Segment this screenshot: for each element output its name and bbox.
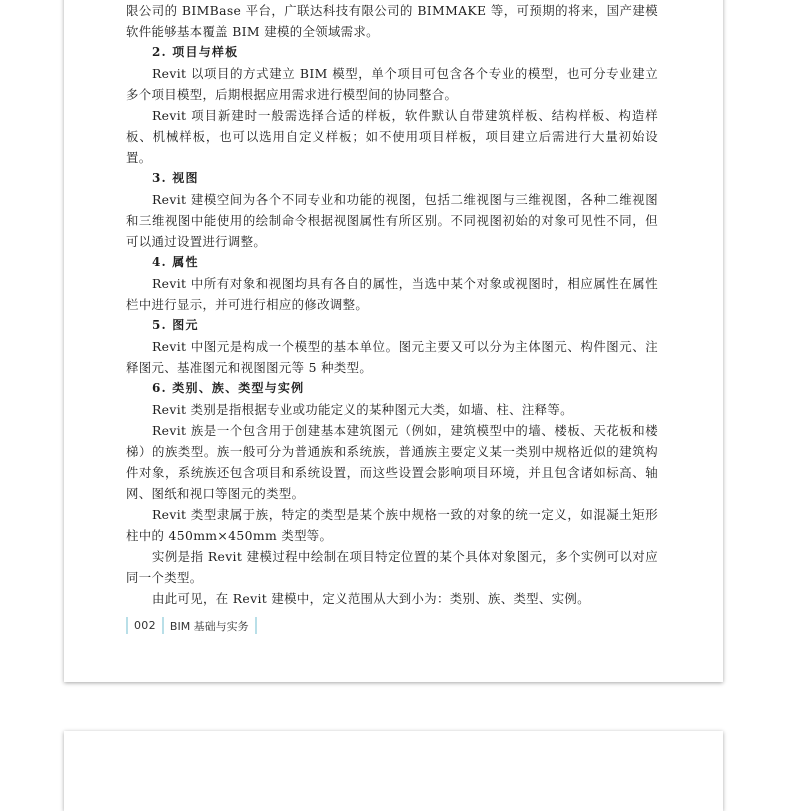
paragraph: Revit 以项目的方式建立 BIM 模型，单个项目可包含各个专业的模型，也可分专业建立多个项目模型，后期根据应用需求进行模型间的协同整合。 [126,66,658,102]
paragraph: Revit 族是一个包含用于创建基本建筑图元（例如，建筑模型中的墙、楼板、天花板和楼梯）的族类型。族一般可分为普通族和系统族，普通族主要定义某一类别中规格近似的建筑构件对象，系统族还包含项目和系统设置，而这些设置会影响项目环境，并且包含诸如标高、轴网、图纸和视口等图元的类型。 [126,423,658,501]
paragraph: Revit 建模空间为各个不同专业和功能的视图，包括二维视图与三维视图，各种二维视图和三维视图中能使用的绘制命令根据视图属性有所区别。不同视图初始的对象可见性不同，但可以通过设置进行调整。 [126,192,658,249]
page-footer [126,616,257,635]
book-title: BIM 基础与实务 [169,619,249,633]
paragraph: 限公司的 BIMBase 平台，广联达科技有限公司的 BIMMAKE 等，可预期的将来，国产建模软件能够基本覆盖 BIM 建模的全领域需求。 [126,3,658,39]
document-page [64,0,723,682]
footer-divider [255,617,257,634]
paragraph: Revit 中所有对象和视图均具有各自的属性，当选中某个对象或视图时，相应属性在属性栏中进行显示，并可进行相应的修改调整。 [126,276,658,312]
paragraph: Revit 项目新建时一般需选择合适的样板，软件默认自带建筑样板、结构样板、构造样板、机械样板，也可以选用自定义样板；如不使用项目样板，项目建立后需进行大量初始设置。 [126,108,658,165]
paragraph: 由此可见，在 Revit 建模中，定义范围从大到小为：类别、族、类型、实例。 [152,591,590,606]
page-content [126,0,658,609]
section-heading: 6. 类别、族、类型与实例 [152,381,305,395]
section-heading: 5. 图元 [152,318,199,332]
next-document-page [64,731,723,811]
page-number: 002 [134,619,156,632]
paragraph: Revit 类别是指根据专业或功能定义的某种图元大类，如墙、柱、注释等。 [152,402,573,417]
paragraph: Revit 中图元是构成一个模型的基本单位。图元主要又可以分为主体图元、构件图元、注释图元、基准图元和视图图元等 5 种类型。 [126,339,658,375]
section-heading: 2. 项目与样板 [152,45,239,59]
paragraph: Revit 类型隶属于族，特定的类型是某个族中规格一致的对象的统一定义，如混凝土矩形柱中的 450mm×450mm 类型等。 [126,507,658,543]
section-heading: 3. 视图 [152,171,199,185]
paragraph: 实例是指 Revit 建模过程中绘制在项目特定位置的某个具体对象图元，多个实例可以对应同一个类型。 [126,549,658,585]
section-heading: 4. 属性 [152,255,199,269]
